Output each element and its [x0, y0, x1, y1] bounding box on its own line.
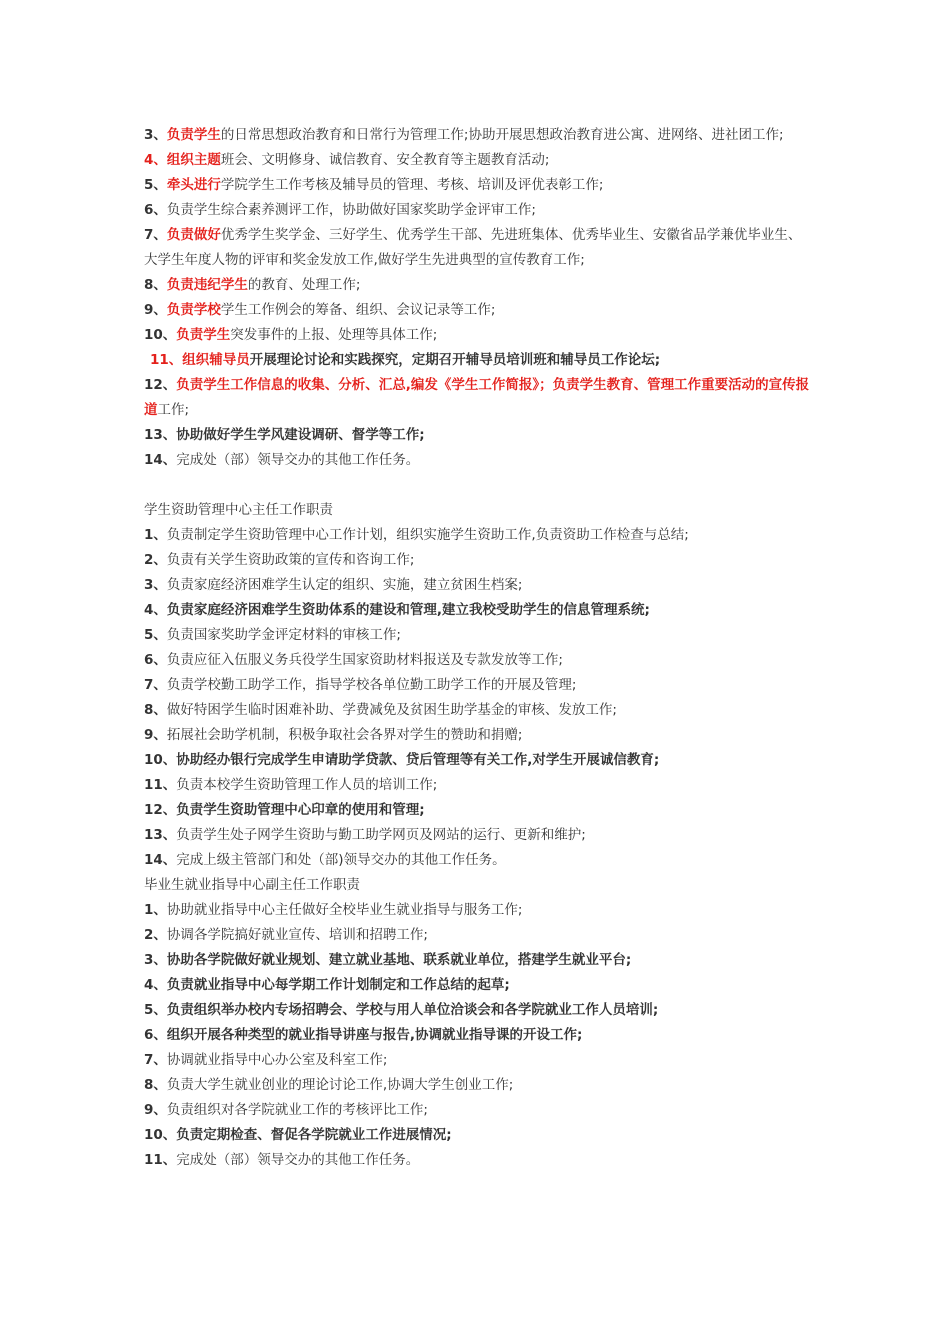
item-text: 协助就业指导中心主任做好全校毕业生就业指导与服务工作; — [166, 902, 523, 918]
list-item — [144, 923, 812, 948]
item-separator: 、 — [153, 577, 167, 593]
item-number: 11 — [144, 777, 163, 793]
item-text: 负责有关学生资助政策的宣传和咨询工作; — [166, 552, 415, 568]
item-number: 3 — [144, 127, 154, 143]
item-number: 1 — [144, 527, 154, 543]
item-text: 工作; — [157, 402, 190, 418]
item-text: 协调各学院搞好就业宣传、培训和招聘工作; — [166, 927, 428, 943]
item-number: 10 — [144, 1127, 163, 1143]
list-item — [144, 298, 812, 323]
item-number: 3 — [144, 577, 154, 593]
list-item — [144, 773, 812, 798]
item-number: 8 — [144, 1077, 154, 1093]
item-text: 协调就业指导中心办公室及科室工作; — [166, 1052, 388, 1068]
item-separator: 、 — [153, 702, 167, 718]
item-number: 8 — [144, 277, 154, 293]
list-item — [144, 173, 812, 198]
item-number: 7 — [144, 677, 154, 693]
item-number: 6 — [144, 652, 154, 668]
highlighted-text: 牵头进行 — [166, 177, 221, 193]
list-item — [144, 798, 812, 823]
item-text: 负责就业指导中心每学期工作计划制定和工作总结的起草; — [166, 977, 510, 993]
document-body — [144, 123, 812, 1173]
item-number: 11 — [150, 352, 169, 368]
item-number: 1 — [144, 902, 154, 918]
item-separator: 、 — [153, 1077, 167, 1093]
item-text: 班会、文明修身、诚信教育、安全教育等主题教育活动; — [220, 152, 550, 168]
item-separator: 、 — [153, 227, 167, 243]
list-item — [144, 1098, 812, 1123]
list-item — [144, 598, 812, 623]
paragraph-gap — [144, 473, 812, 498]
list-item — [144, 623, 812, 648]
list-item — [144, 273, 812, 298]
highlighted-text: 组织辅导员 — [182, 352, 250, 368]
item-separator: 、 — [153, 602, 167, 618]
item-text: 负责定期检查、督促各学院就业工作进展情况; — [176, 1127, 452, 1143]
item-separator: 、 — [162, 1152, 177, 1168]
item-text: 负责学生资助管理中心印章的使用和管理; — [176, 802, 425, 818]
item-separator: 、 — [153, 177, 167, 193]
item-separator: 、 — [162, 777, 177, 793]
section-financial-aid — [144, 498, 812, 873]
item-separator: 、 — [153, 552, 167, 568]
list-item — [144, 998, 812, 1023]
item-text: 学院学生工作考核及辅导员的管理、考核、培训及评优表彰工作; — [220, 177, 604, 193]
list-item — [144, 573, 812, 598]
item-separator: 、 — [153, 927, 167, 943]
list-item — [144, 748, 812, 773]
list-item — [144, 223, 812, 273]
item-number: 2 — [144, 552, 154, 568]
item-text: 负责应征入伍服义务兵役学生国家资助材料报送及专款发放等工作; — [166, 652, 563, 668]
item-number: 5 — [144, 627, 154, 643]
item-text: 负责学生综合素养测评工作，协助做好国家奖助学金评审工作; — [166, 202, 536, 218]
item-separator: 、 — [153, 977, 167, 993]
item-text: 负责组织举办校内专场招聘会、学校与用人单位洽谈会和各学院就业工作人员培训; — [166, 1002, 659, 1018]
item-text: 负责学校勤工助学工作，指导学校各单位勤工助学工作的开展及管理; — [166, 677, 577, 693]
item-number: 13 — [144, 427, 163, 443]
item-number: 2 — [144, 927, 154, 943]
list-item — [144, 1023, 812, 1048]
list-item — [144, 1073, 812, 1098]
item-text: 优秀学生奖学金、三好学生、优秀学生干部、先进班集体、优秀毕业生、安徽省品学兼优毕业生、大学生年度人物的评审和奖金发放工作,做好学生先进典型的宣传教育工作; — [144, 227, 802, 268]
item-number: 6 — [144, 1027, 154, 1043]
item-text: 完成上级主管部门和处（部)领导交办的其他工作任务。 — [176, 852, 506, 868]
item-separator: 、 — [168, 352, 183, 368]
list-item — [144, 723, 812, 748]
item-text: 拓展社会助学机制，积极争取社会各界对学生的赞助和捐赠; — [166, 727, 523, 743]
item-separator: 、 — [162, 377, 177, 393]
item-number: 5 — [144, 1002, 154, 1018]
highlighted-text: 负责学生工作信息的收集、分析、汇总,编发《学生工作简报》；负责学生教育、管理工作重要活动的宣传报道 — [144, 377, 810, 418]
item-number: 6 — [144, 202, 154, 218]
list-item — [144, 548, 812, 573]
item-number: 14 — [144, 452, 163, 468]
item-number: 4 — [144, 602, 154, 618]
list-item — [144, 898, 812, 923]
item-text: 做好特困学生临时困难补助、学费减免及贫困生助学基金的审核、发放工作; — [166, 702, 617, 718]
section-employment-guidance — [144, 873, 812, 1173]
item-separator: 、 — [162, 452, 177, 468]
item-text: 学生工作例会的筹备、组织、会议记录等工作; — [220, 302, 496, 318]
item-number: 4 — [144, 152, 154, 168]
highlighted-text: 负责学生 — [176, 327, 231, 343]
list-item — [144, 1123, 812, 1148]
list-item — [144, 823, 812, 848]
list-item — [144, 673, 812, 698]
item-separator: 、 — [153, 1102, 167, 1118]
item-separator: 、 — [162, 802, 177, 818]
item-separator: 、 — [153, 677, 167, 693]
list-item — [144, 648, 812, 673]
item-text: 的教育、处理工作; — [247, 277, 361, 293]
item-number: 10 — [144, 752, 163, 768]
item-separator: 、 — [153, 277, 167, 293]
item-separator: 、 — [162, 427, 177, 443]
item-text: 完成处（部）领导交办的其他工作任务。 — [176, 1152, 420, 1168]
item-number: 9 — [144, 302, 154, 318]
section-title: 学生资助管理中心主任工作职责 — [144, 502, 333, 518]
duty-list-financial-aid — [144, 523, 812, 873]
highlighted-text: 负责违纪学生 — [166, 277, 248, 293]
item-text: 协助做好学生学风建设调研、督学等工作; — [176, 427, 425, 443]
list-item — [144, 448, 812, 473]
item-separator: 、 — [153, 1027, 167, 1043]
list-item — [144, 1048, 812, 1073]
item-separator: 、 — [153, 952, 167, 968]
item-text: 负责家庭经济困难学生资助体系的建设和管理,建立我校受助学生的信息管理系统; — [166, 602, 650, 618]
item-text: 负责家庭经济困难学生认定的组织、实施，建立贫困生档案; — [166, 577, 523, 593]
item-text: 突发事件的上报、处理等具体工作; — [230, 327, 438, 343]
item-text: 的日常思想政治教育和日常行为管理工作;协助开展思想政治教育进公寓、进网络、进社团工作; — [220, 127, 784, 143]
item-separator: 、 — [153, 627, 167, 643]
list-item — [144, 323, 812, 348]
duty-list-employment-guidance — [144, 898, 812, 1173]
list-item — [144, 348, 812, 373]
item-text: 负责组织对各学院就业工作的考核评比工作; — [166, 1102, 428, 1118]
item-number: 7 — [144, 227, 154, 243]
list-item — [144, 148, 812, 173]
list-item — [144, 848, 812, 873]
list-item — [144, 523, 812, 548]
item-separator: 、 — [153, 527, 167, 543]
item-separator: 、 — [153, 902, 167, 918]
item-separator: 、 — [153, 727, 167, 743]
item-text: 负责制定学生资助管理中心工作计划，组织实施学生资助工作,负责资助工作检查与总结; — [166, 527, 689, 543]
item-text: 协助各学院做好就业规划、建立就业基地、联系就业单位，搭建学生就业平台; — [166, 952, 632, 968]
highlighted-text: 组织主题 — [166, 152, 221, 168]
item-number: 9 — [144, 727, 154, 743]
item-number: 14 — [144, 852, 163, 868]
item-text: 开展理论讨论和实践探究，定期召开辅导员培训班和辅导员工作论坛; — [249, 352, 661, 368]
item-number: 7 — [144, 1052, 154, 1068]
item-number: 11 — [144, 1152, 163, 1168]
list-item — [144, 948, 812, 973]
list-item — [144, 373, 812, 423]
item-separator: 、 — [153, 152, 167, 168]
item-number: 12 — [144, 377, 163, 393]
list-item — [144, 698, 812, 723]
item-text: 组织开展各种类型的就业指导讲座与报告,协调就业指导课的开设工作; — [166, 1027, 583, 1043]
list-item — [144, 973, 812, 998]
list-item — [144, 198, 812, 223]
item-text: 完成处（部）领导交办的其他工作任务。 — [176, 452, 420, 468]
item-number: 3 — [144, 952, 154, 968]
item-text: 负责大学生就业创业的理论讨论工作,协调大学生创业工作; — [166, 1077, 514, 1093]
item-number: 13 — [144, 827, 163, 843]
item-separator: 、 — [162, 852, 177, 868]
item-separator: 、 — [153, 1002, 167, 1018]
item-separator: 、 — [153, 652, 167, 668]
item-number: 12 — [144, 802, 163, 818]
item-separator: 、 — [162, 827, 177, 843]
section-title: 毕业生就业指导中心副主任工作职责 — [144, 877, 360, 893]
item-number: 9 — [144, 1102, 154, 1118]
list-item — [144, 1148, 812, 1173]
item-separator: 、 — [153, 302, 167, 318]
item-separator: 、 — [153, 127, 167, 143]
item-number: 10 — [144, 327, 163, 343]
item-text: 负责国家奖助学金评定材料的审核工作; — [166, 627, 401, 643]
item-separator: 、 — [162, 1127, 177, 1143]
item-text: 负责本校学生资助管理工作人员的培训工作; — [176, 777, 438, 793]
highlighted-text: 负责学校 — [166, 302, 221, 318]
item-number: 8 — [144, 702, 154, 718]
item-number: 4 — [144, 977, 154, 993]
item-separator: 、 — [153, 202, 167, 218]
highlighted-text: 负责做好 — [166, 227, 221, 243]
item-separator: 、 — [162, 752, 177, 768]
item-text: 协助经办银行完成学生申请助学贷款、贷后管理等有关工作,对学生开展诚信教育; — [176, 752, 660, 768]
item-text: 负责学生处子网学生资助与勤工助学网页及网站的运行、更新和维护; — [176, 827, 586, 843]
item-separator: 、 — [153, 1052, 167, 1068]
duty-list-student-affairs — [144, 123, 812, 473]
list-item — [144, 123, 812, 148]
list-item — [144, 423, 812, 448]
highlighted-text: 负责学生 — [166, 127, 221, 143]
item-separator: 、 — [162, 327, 177, 343]
item-number: 5 — [144, 177, 154, 193]
